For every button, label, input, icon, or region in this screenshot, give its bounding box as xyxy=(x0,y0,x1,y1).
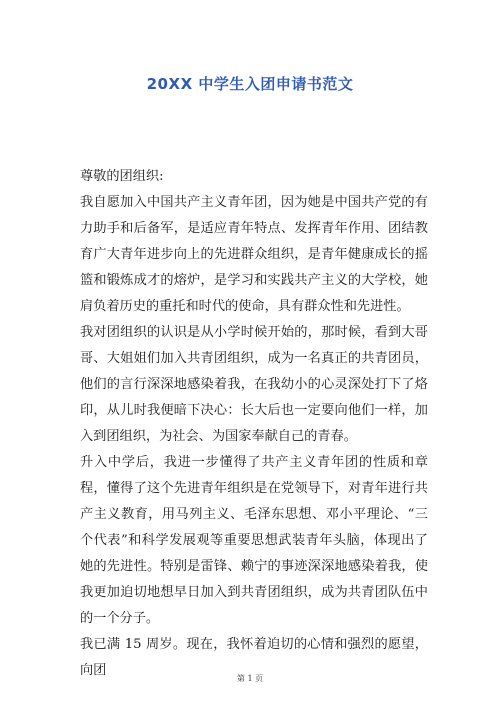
paragraph-1: 我自愿加入中国共产主义青年团，因为她是中国共产党的有力助手和后备军，是适应青年特点、发挥青年作用、团结教育广大青年进步向上的先进群众组织，是青年健康成长的摇篮和锻炼成才的熔炉，是学习和实践共产主义的大学校，她肩负着历史的重托和时代的使命，具有群众性和先进性。 xyxy=(80,195,428,314)
page-number: 第 1 页 xyxy=(236,674,264,683)
document-body xyxy=(80,164,428,684)
paragraph-3: 升入中学后，我进一步懂得了共产主义青年团的性质和章程，懂得了这个先进青年组织是在党领导下，对青年进行共产主义教育，用马列主义、毛泽东思想、邓小平理论、“三个代表”和科学发展观等重要思想武装青年头脑，体现出了她的先进性。特别是雷锋、赖宁的事迹深深地感染着我，使我更加迫切地想早日加入到共青团组织，成为共青团队伍中的一个分子。 xyxy=(80,455,428,626)
salutation: 尊敬的团组织: xyxy=(80,169,164,184)
paragraph-4: 我已满 15 周岁。现在，我怀着迫切的心情和强烈的愿望，向团 xyxy=(80,637,428,678)
document-title: 20XX 中学生入团申请书范文 xyxy=(146,75,354,93)
paragraph-2: 我对团组织的认识是从小学时候开始的，那时候，看到大哥哥、大姐姐们加入共青团组织，成为一名真正的共青团员，他们的言行深深地感染着我，在我幼小的心灵深处打下了烙印，从儿时我便暗下决心：长大后也一定要向他们一样，加入到团组织，为社会、为国家奉献自己的青春。 xyxy=(80,325,428,444)
